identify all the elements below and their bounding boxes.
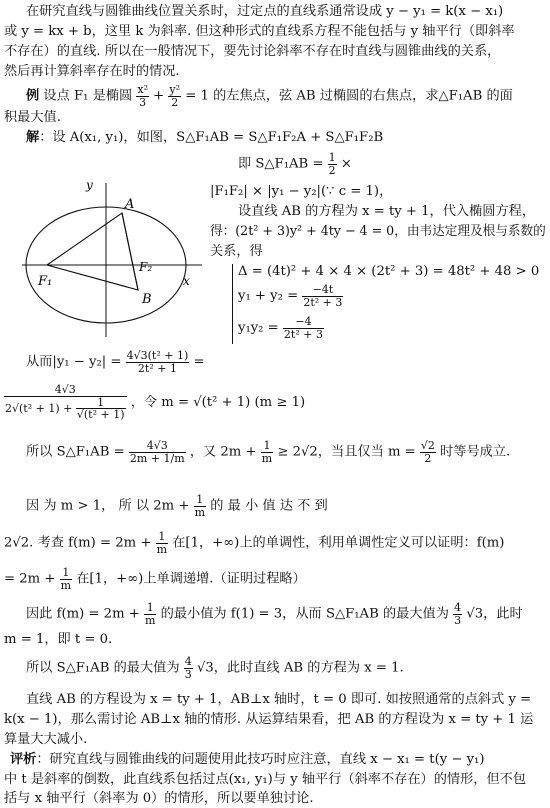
closing-line-3: 算量大大减小. (4, 732, 88, 747)
ellipse-figure (20, 175, 205, 345)
solution-line-1: 解：设 A(x₁, y₁)，如图，S△F₁AB = S△F₁F₂A + S△F₁F₂B (26, 130, 384, 145)
intro-line-2: 或 y = kx + b，这里 k 为斜率. 但这种形式的直线系方程不能包括与 y 轴平行（即斜率 (4, 24, 515, 39)
derivation-line-4: 因 为 m > 1， 所 以 2m + $\frac{1}{m}$ 的 最 小 值 达 不 到 (26, 493, 328, 519)
derivation-line-1: 从而|y₁ − y₂| = $\frac{\text{4√3(t² + 1)}}{\text{2t² + 1}}$ = (26, 349, 205, 375)
label-a: A (125, 197, 135, 212)
example-line-2: 积最大值. (4, 110, 61, 125)
example-label: 例 (26, 88, 40, 104)
derivation-line-5: 2√2. 考查 f(m) = 2m + $\frac{1}{m}$ 在[1，+∞)上的单调性，利用单调性定义可以证明：f(m) (4, 530, 505, 556)
closing-line-2: k(x − 1)，那么需讨论 AB⊥x 轴的情形. 从运算结果看，把 AB 的方程设为 x = ty + 1 运 (4, 712, 534, 727)
derivation-line-8: m = 1，即 t = 0. (4, 632, 113, 647)
label-f1: F₁ (38, 274, 53, 289)
comment-line-2: 中 t 是斜率的倒数，此直线系包括过点(x₁, y₁)与 y 轴平行（斜率不存在）的情形，但不包 (4, 772, 527, 787)
derivation-line-7: 因此 f(m) = 2m + $\frac{1}{m}$ 的最小值为 f(1) = 3，从而 S△F₁AB 的最大值为 $\frac{4}{3}$ √3，此时 (26, 601, 523, 627)
intro-line-3: 不存在）的直线. 所以在一般情况下，要先讨论斜率不存在时直线与圆锥曲线的关系， (4, 44, 501, 59)
solution-line-2: 即 S△F₁AB = $\frac{1}{2}$ × (238, 151, 352, 177)
label-f2: F₂ (139, 260, 153, 274)
derivation-line-9: 所以 S△F₁AB 的最大值为 $\frac{4}{3}$ √3，此时直线 AB 的方程为 x = 1. (26, 655, 404, 681)
comment-label: 评析 (10, 752, 37, 767)
chord-ab (122, 213, 138, 290)
solution-line-6: 关系，得 (210, 244, 263, 259)
solution-label: 解 (26, 130, 40, 145)
derivation-line-6: = 2m + $\frac{1}{m}$ 在[1，+∞)上单调递增.（证明过程略） (4, 566, 306, 592)
system-eq-2: y₁ + y₂ = $\frac{-4t}{\text{2t² + 3}}$ (238, 283, 343, 309)
intro-line-4: 然后再计算斜率存在时的情况. (4, 64, 180, 79)
derivation-line-3: 所以 S△F₁AB = $\frac{4√3}{2m + 1/m}$ ，又 2m + $\frac{1}{m}$ ≥ 2√2，当且仅当 m = $\frac{√2}{2}$ 时等号成立. (26, 439, 511, 465)
solution-line-4: 设直线 AB 的方程为 x = ty + 1，代入椭圆方程， (238, 204, 536, 219)
system-eq-1: Δ = (4t)² + 4 × 4 × (2t² + 3) = 48t² + 48 > 0 (238, 264, 540, 279)
label-y: y (86, 178, 93, 192)
comment-line-3: 括与 x 轴平行（斜率为 0）的情形，所以要单独讨论. (4, 791, 314, 806)
example-statement: 例 设点 F₁ 是椭圆 $\frac{\text{x²}}{3}$ + $\frac{\text{y²}}{2}$ = 1 的左焦点，弦 AB 过椭圆的右焦点，求△F₁AB 的面 (26, 83, 513, 109)
derivation-line-2: 4√3 2√(t² + 1) + $\frac{1}{\text{√(t² + 1)}}$ ，令 m = √(t² + 1) (m ≥ 1) (5, 383, 306, 422)
solution-line-3: |F₁F₂| × |y₁ − y₂|(∵ c = 1)， (210, 184, 393, 199)
system-brace (232, 264, 233, 344)
label-x: x (183, 274, 190, 288)
label-b: B (142, 292, 152, 307)
system-eq-3: y₁y₂ = $\frac{-4}{\text{2t² + 3}}$ (238, 315, 323, 341)
closing-line-1: 直线 AB 的方程设为 x = ty + 1，AB⊥x 轴时，t = 0 即可. 如按照通常的点斜式 y = (26, 692, 532, 707)
intro-line-1: 在研究直线与圆锥曲线位置关系时，过定点的直线系通常设成 y − y₁ = k(x − x₁) (26, 4, 504, 19)
solution-line-5: 得：(2t² + 3)y² + 4ty − 4 = 0，由韦达定理及根与系数的 (210, 224, 546, 239)
comment-line-1: 评析：研究直线与圆锥曲线的问题使用此技巧时应注意，直线 x − x₁ = t(y − y₁) (10, 752, 485, 767)
